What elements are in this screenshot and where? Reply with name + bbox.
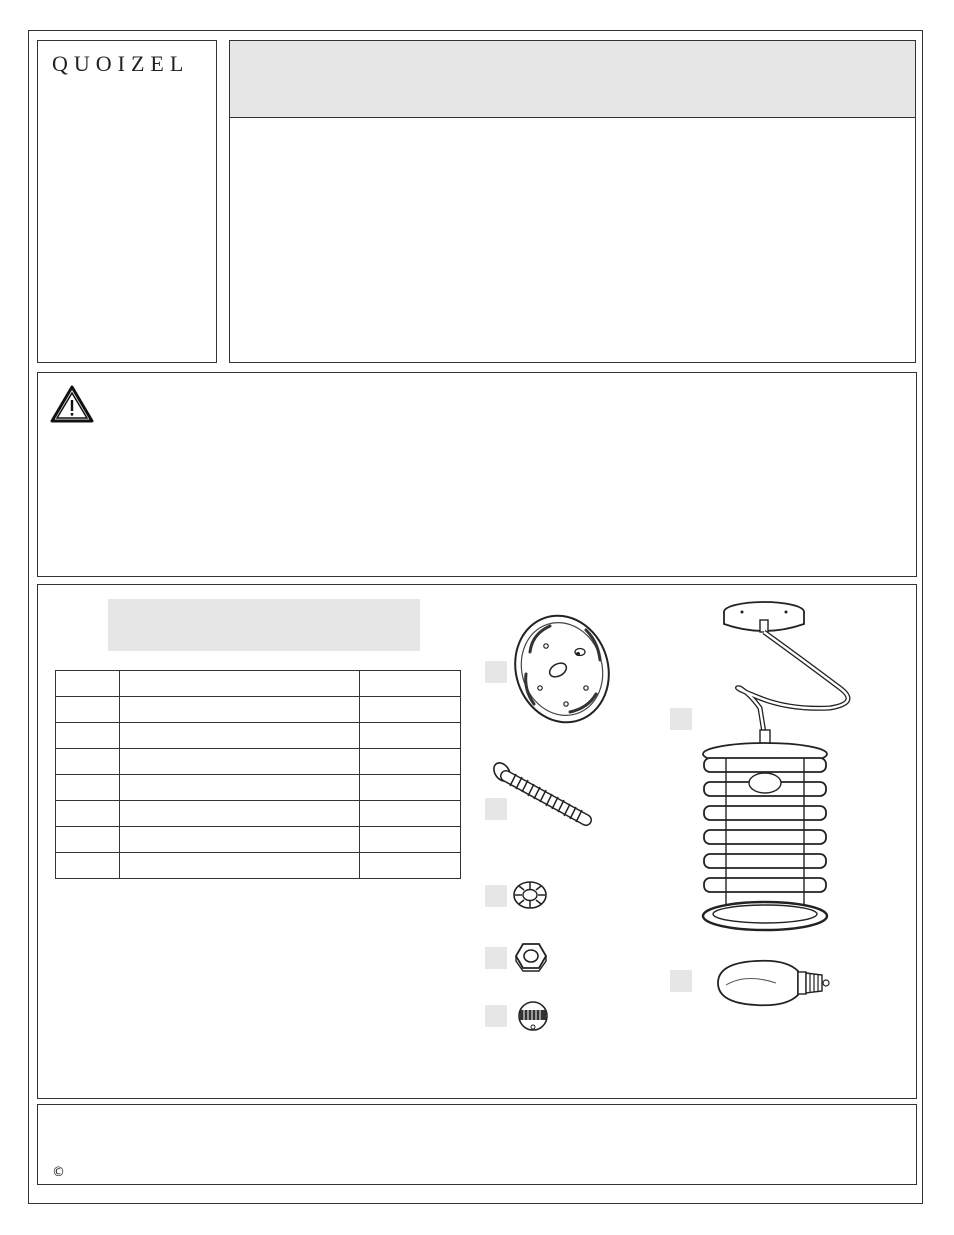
mounting-screw-icon [492,760,592,830]
wire-connector-icon [516,1000,550,1032]
part-callout-hex-nut [485,947,507,969]
logo-panel [37,40,217,363]
table-row [56,827,461,853]
part-callout-lock-washer [485,885,507,907]
table-row [56,749,461,775]
copyright-symbol: © [52,1165,65,1180]
lock-washer-icon [512,880,548,910]
table-row [56,775,461,801]
part-callout-bulb [670,970,692,992]
table-row [56,671,461,697]
table-row [56,801,461,827]
pendant-fixture-icon [690,598,850,943]
title-band [230,41,915,118]
parts-title-band [108,599,420,651]
table-row [56,853,461,879]
part-callout-crossbar [485,661,507,683]
table-row [56,697,461,723]
title-panel [229,40,916,363]
footer-panel [37,1104,917,1185]
mounting-plate-icon [510,612,615,727]
parts-table [55,670,461,879]
hex-nut-icon [514,942,548,972]
part-callout-wire-connector [485,1005,507,1027]
warning-panel [37,372,917,577]
warning-triangle-icon [50,385,94,423]
part-callout-fixture [670,708,692,730]
brand-logo: QUOIZEL [52,51,190,76]
light-bulb-icon [716,955,832,1010]
table-row [56,723,461,749]
